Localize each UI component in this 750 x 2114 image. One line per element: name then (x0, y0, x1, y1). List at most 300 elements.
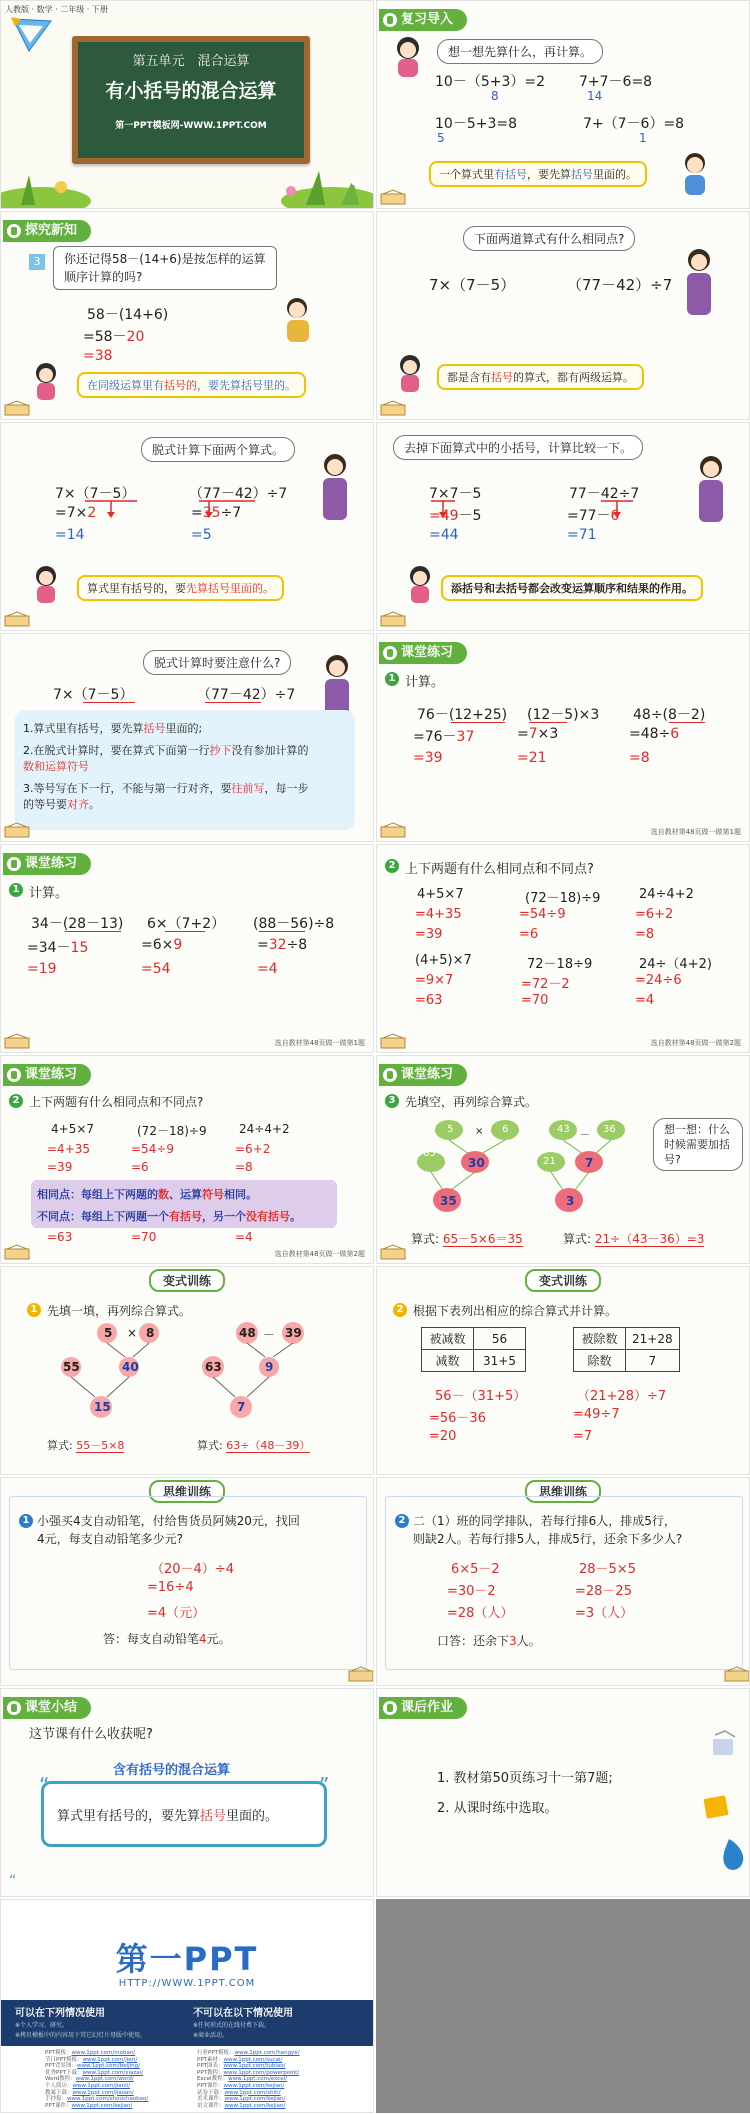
summary-question: 这节课有什么收获呢? (29, 1727, 153, 1742)
chalkboard (72, 36, 310, 164)
question-number: 2 (395, 1514, 409, 1528)
r1-b: =54÷9 (131, 1142, 175, 1156)
tree1-e: 15 (94, 1400, 111, 1414)
slide-variant-2 (376, 1266, 750, 1475)
ad-link[interactable]: www.1ppt.com/jianli/ (72, 2082, 131, 2089)
calc-1-line-3: =39 (413, 750, 443, 766)
calc-a-line-3: =44 (429, 527, 459, 543)
expr-4-step: 1 (639, 131, 647, 145)
question-number: 2 (393, 1303, 407, 1317)
books-icon (3, 1032, 31, 1050)
calc-1-line-1: 6×5－2 (451, 1562, 500, 1577)
rule-3-cont: 的等号要对齐。 (23, 798, 100, 811)
calc-line-3: =4（元） (147, 1606, 206, 1621)
question-label: 计算。 (405, 675, 445, 690)
slide-thinking-2 (376, 1477, 750, 1686)
tree2-op: － (263, 1328, 276, 1342)
rule-2-cont: 数和运算符号 (23, 760, 89, 773)
ad-link-row (45, 2050, 148, 2057)
question-number: 3 (29, 254, 45, 270)
tree1-c: 55 (63, 1360, 80, 1374)
slide-step-calc (0, 422, 374, 631)
ruler-icon (9, 15, 55, 55)
books-icon (379, 399, 407, 417)
ad-link-row (45, 2103, 148, 2110)
ad-links-right (197, 2050, 300, 2109)
tree2-b: 39 (285, 1326, 302, 1340)
r3-b: =70 (131, 1230, 157, 1244)
underline-mark (669, 722, 705, 723)
books-icon (379, 610, 407, 628)
slide-practice-1a (376, 633, 750, 842)
r1-c: =6+2 (235, 1142, 271, 1156)
tree2-c: 21 (543, 1156, 556, 1167)
tree1-op: × (127, 1326, 138, 1340)
section-tag: 复习导入 (379, 9, 467, 31)
slide-practice-3 (376, 1055, 750, 1264)
ad-link-row (197, 2050, 300, 2057)
ad-link-label: 优秀PPT下载： (45, 2069, 83, 2076)
tree1-op: × (475, 1126, 484, 1137)
top-a-2: =4+35 (415, 907, 462, 922)
tree2-e: 3 (566, 1194, 575, 1208)
formula-2: 算式: 63÷（48－39） (197, 1439, 311, 1452)
ad-link-label: 试卷下载： (197, 2089, 225, 2096)
calc-1-line-3: =28（人） (447, 1606, 514, 1621)
tree2-d: 9 (265, 1360, 274, 1374)
tree1-b: 8 (146, 1326, 155, 1340)
slide-homework (376, 1688, 750, 1897)
section-tag: 探究新知 (3, 220, 91, 242)
ad-link-label: 教案下载： (45, 2089, 73, 2096)
section-tag: 变式训练 (525, 1269, 601, 1292)
expr-2: （77－42）÷7 (567, 276, 673, 294)
expr-1: 7×（7－5） (53, 687, 134, 703)
ad-link[interactable]: www.1ppt.com/kejian/ (224, 2102, 286, 2109)
calc-a-line-1: 7×（7－5） (55, 486, 136, 502)
question-number: 2 (9, 1094, 23, 1108)
rule-1: 1.算式里有括号，要先算括号里面的; (23, 722, 203, 735)
books-icon (723, 1665, 750, 1683)
calc-2-line-2: =6×9 (141, 937, 183, 953)
question-label: 上下两题有什么相同点和不同点? (405, 862, 594, 877)
books-icon (379, 1032, 407, 1050)
slide-ad (0, 1899, 374, 2113)
section-tag: 课堂练习 (3, 853, 91, 875)
calc-1-line-1: 76－(12+25) (417, 707, 508, 723)
ad-link-row (45, 2096, 148, 2103)
table-2 (573, 1327, 680, 1372)
ad-link-row (45, 2083, 148, 2090)
ad-right-line-1: ※任何形式的在线付费下载。 (193, 2022, 271, 2029)
bottom-c-2: =24÷6 (635, 973, 682, 988)
r1-a: =4+35 (47, 1142, 91, 1156)
tree1-b: 5 (447, 1124, 454, 1135)
ad-left-line-2: ※拷贝模板中的内容用于其它幻灯片母版中使用。 (15, 2032, 147, 2039)
calc-1-line-3: =20 (429, 1429, 457, 1444)
number-tree-2 (535, 1112, 655, 1222)
question-bubble: 去掉下面算式中的小括号，计算比较一下。 (393, 435, 643, 460)
bottom-b-1: 72－18÷9 (527, 957, 593, 972)
question-bubble: 脱式计算时要注意什么? (143, 650, 291, 675)
table-row: 减数 31+5 (422, 1350, 526, 1372)
calc-1-line-1: 34－(28－13) (31, 916, 124, 932)
formula-1: 算式: 65－5×6＝35 (411, 1232, 523, 1246)
r2-b: =6 (131, 1160, 149, 1174)
question-line-2: 则缺2人。若每行排5人，排成5行，还余下多少人? (413, 1532, 683, 1546)
source-note: 选自教材第48页做一做第1题 (650, 828, 741, 836)
top-b-1: (72－18)÷9 (137, 1124, 207, 1138)
ad-link-row (45, 2076, 148, 2083)
r2-c: =8 (235, 1160, 253, 1174)
calc-3-line-1: 48÷(8－2) (633, 707, 706, 723)
boy-icon (677, 151, 713, 197)
ad-right-line-2: ※商业活动。 (193, 2032, 229, 2039)
calc-3-line-3: =8 (629, 750, 650, 766)
question-line-2: 4元，每支自动铅笔多少元? (37, 1532, 184, 1546)
calc-a-line-3: =14 (55, 527, 85, 543)
slide-practice-2a (376, 844, 750, 1053)
source-note: 选自教材第48页做一做第2题 (650, 1039, 741, 1047)
cover-header: 人教版 · 数学 · 二年级 · 下册 (5, 5, 108, 14)
calc-a-line-1: 7×7－5 (429, 486, 482, 502)
calc-b-line-1: （77－42）÷7 (189, 486, 288, 502)
slide-compare (376, 211, 750, 420)
ad-link[interactable]: www.1ppt.com/powerpoint/ (223, 2069, 300, 2076)
calc-1-line-1: 56－（31+5） (435, 1389, 527, 1404)
section-tag: 变式训练 (149, 1269, 225, 1292)
formula-2: 算式: 21÷（43－36）=3 (563, 1232, 705, 1246)
tree1-a: 5 (104, 1326, 113, 1340)
underline-mark (259, 931, 305, 932)
expr-2-step: 14 (587, 89, 603, 103)
tree1-d: 40 (122, 1360, 139, 1374)
lesson-title: 有小括号的混合运算 (105, 80, 277, 102)
tree2-op: － (580, 1130, 590, 1141)
calc-1-line-3: =19 (27, 961, 57, 977)
boy-icon (277, 296, 317, 344)
ad-link[interactable]: www.1ppt.com/kejian/ (71, 2102, 133, 2109)
expr-2: 7+7－6=8 (579, 74, 653, 90)
section-tag: 课堂练习 (379, 642, 467, 664)
calc-2-line-1: 28－5×5 (579, 1562, 636, 1577)
r3-c: =4 (235, 1230, 253, 1244)
tree1-c: 6 (502, 1124, 509, 1135)
ad-link-label: 个人简历： (45, 2082, 73, 2089)
section-tag: 思维训练 (149, 1480, 225, 1503)
question-label: 上下两题有什么相同点和不同点? (29, 1095, 204, 1109)
calc-line-1: （20－4）÷4 (151, 1562, 234, 1577)
section-tag: 课后作业 (379, 1697, 467, 1719)
bottom-c-3: =4 (635, 993, 655, 1008)
calc-b-line-2: =35÷7 (191, 505, 242, 521)
expr-1: 7×（7－5） (429, 276, 516, 294)
hint-bubble: 想一想：什么时候需要加括号? (653, 1118, 743, 1171)
same-line: 相同点：每组上下两题的数、运算符号相同。 (37, 1188, 257, 1201)
question-bubble: 脱式计算下面两个算式。 (141, 437, 295, 462)
expr-4: 7+（7－6）=8 (583, 116, 685, 132)
question-number: 1 (27, 1303, 41, 1317)
ad-link[interactable]: www.1ppt.com/tubiao/ (223, 2063, 286, 2070)
underline-mark (451, 722, 505, 723)
ad-link[interactable]: www.1ppt.com/word/ (75, 2076, 134, 2083)
slide-thinking-1 (0, 1477, 374, 1686)
calc-1-line-2: =56－36 (429, 1411, 486, 1426)
source-note: 选自教材第48页做一做第1题 (274, 1039, 365, 1047)
tree2-a: 48 (239, 1326, 256, 1340)
calc-3-line-3: =4 (257, 961, 278, 977)
table-row: 被除数 21+28 (574, 1328, 680, 1350)
ad-link-row (197, 2103, 300, 2110)
slide-cover (0, 0, 374, 209)
ad-link[interactable]: www.1ppt.com/shiti/ (224, 2089, 281, 2096)
calc-line-2: =58－20 (83, 329, 145, 345)
calc-b-line-3: =5 (191, 527, 212, 543)
tree2-b: 36 (603, 1124, 616, 1135)
calc-line-3: =38 (83, 348, 113, 364)
top-c-3: =8 (635, 927, 655, 942)
ad-link-label: PPT课件： (197, 2082, 224, 2089)
top-b-3: =6 (519, 927, 539, 942)
rule-note: 在同级运算里有括号的，要先算括号里的。 (77, 372, 306, 398)
expr-1: 10－（5+3）=2 (435, 74, 545, 90)
slide-remove-brackets (376, 422, 750, 631)
underline-mark (205, 702, 261, 703)
tree1-a: 65 (423, 1148, 436, 1159)
ad-left-title: 可以在下列情况使用 (15, 2008, 105, 2019)
rule-note: 一个算式里有括号，要先算括号里面的。 (429, 161, 647, 187)
tree1-e: 35 (440, 1194, 457, 1208)
tree2-a: 43 (557, 1124, 570, 1135)
tree2-e: 7 (237, 1400, 246, 1414)
ad-link-row (45, 2063, 148, 2070)
ad-link-row (197, 2076, 300, 2083)
ad-link[interactable]: www.1ppt.com/kejian/ (223, 2082, 285, 2089)
r2-a: =39 (47, 1160, 73, 1174)
girl-icon (405, 565, 435, 605)
quote-close-icon: ” (319, 1773, 330, 1797)
rule-3: 3.等号写在下一行，不能与第一行对齐，要往前写，每一步 (23, 782, 309, 795)
top-b-2: =54÷9 (519, 907, 566, 922)
ad-link[interactable]: www.1ppt.com/beijing/ (77, 2063, 141, 2070)
teacher-icon (677, 248, 721, 318)
source-note: 选自教材第48页做一做第2题 (274, 1250, 365, 1258)
homework-item-2: 2. 从课时练中选取。 (437, 1801, 558, 1816)
ad-link[interactable]: www.1ppt.com/kejian/ (224, 2096, 286, 2103)
rule-note: 添括号和去括号都会改变运算顺序和结果的作用。 (441, 575, 703, 601)
question-bubble: 下面两道算式有什么相同点? (463, 226, 635, 251)
summary-title: 含有括号的混合运算 (113, 1763, 231, 1778)
quote-mark-icon: “ (9, 1873, 17, 1889)
underline-mark (65, 931, 121, 932)
ad-link-row (197, 2063, 300, 2070)
calc-2-line-3: =3（人） (575, 1606, 634, 1621)
bottom-a-3: =63 (415, 993, 443, 1008)
tree1-d: 30 (468, 1156, 485, 1170)
quote-open-icon: “ (39, 1773, 50, 1797)
calc-b-line-2: =77－6 (567, 508, 620, 524)
homework-item-1: 1. 教材第50页练习十一第7题; (437, 1771, 613, 1786)
answer: 答：每支自动铅笔4元。 (103, 1632, 231, 1646)
ad-link-label: PPT教程： (197, 2069, 224, 2076)
question-number: 1 (385, 672, 399, 686)
books-icon (3, 1243, 31, 1261)
ad-link[interactable]: www.1ppt.com/xiazai/ (82, 2069, 144, 2076)
ad-link-label: 语文课件： (197, 2102, 225, 2109)
diff-line: 不同点：每组上下两题一个有括号，另一个没有括号。 (37, 1210, 301, 1223)
teacher-icon (313, 453, 357, 523)
calc-1-line-2: =30－2 (447, 1584, 496, 1599)
girl-thinking-icon (391, 35, 425, 79)
stationery-icon (695, 1729, 745, 1879)
bottom-b-3: =70 (521, 993, 549, 1008)
ad-links-left (45, 2050, 148, 2109)
books-icon (379, 821, 407, 839)
ad-link-label: 手抄报： (45, 2096, 68, 2103)
ad-link[interactable]: www.1ppt.com/moban/ (71, 2050, 136, 2056)
teacher-icon (689, 455, 733, 525)
girl-icon (31, 565, 61, 605)
calc-2-line-3: =7 (573, 1429, 593, 1444)
underline-mark (165, 931, 205, 932)
question-number: 3 (385, 1094, 399, 1108)
calc-1-line-2: =76－37 (413, 729, 475, 745)
calc-2-line-2: =28－25 (575, 1584, 632, 1599)
question-label: 计算。 (29, 886, 69, 901)
ad-url: HTTP://WWW.1PPT.COM (118, 1978, 256, 1989)
ad-link-row (197, 2083, 300, 2090)
ad-link-row (197, 2096, 300, 2103)
ad-link-label: 美术课件： (197, 2096, 225, 2103)
summary-body: 算式里有括号的，要先算括号里面的。 (57, 1809, 279, 1824)
bottom-b-2: =72－2 (521, 977, 570, 992)
top-c-1: 24÷4+2 (639, 887, 694, 902)
calc-2-line-2: =7×3 (517, 726, 559, 742)
ad-right-title: 不可以在以下情况使用 (193, 2008, 293, 2019)
calc-line-2: =16÷4 (147, 1580, 194, 1595)
calc-b-line-3: =71 (567, 527, 597, 543)
question-line-1: 小强买4支自动铅笔，付给售货员阿姨20元，找回 (37, 1514, 300, 1528)
calc-3-line-1: (88－56)÷8 (253, 916, 335, 932)
top-c-1: 24÷4+2 (239, 1122, 290, 1136)
rule-note: 算式里有括号的，要先算括号里面的。 (77, 575, 284, 601)
calc-a-line-2: =7×2 (55, 505, 97, 521)
ad-link[interactable]: www.1ppt.com/excel/ (228, 2076, 288, 2083)
books-icon (3, 399, 31, 417)
calc-2-line-1: (12－5)×3 (527, 707, 600, 723)
top-c-2: =6+2 (635, 907, 674, 922)
tree2-c: 63 (205, 1360, 222, 1374)
ad-link-label: 节日PPT模板： (45, 2056, 83, 2063)
question-number: 1 (19, 1514, 33, 1528)
section-tag: 课堂小结 (3, 1697, 91, 1719)
grass-decoration (1, 161, 374, 209)
ad-link-label: Excel教程： (197, 2076, 229, 2083)
r3-a: =63 (47, 1230, 73, 1244)
question-label: 先填一填，再列综合算式。 (47, 1304, 192, 1318)
table-1 (421, 1327, 526, 1372)
slide-attention (0, 633, 374, 842)
girl-icon (31, 362, 61, 402)
calc-1-line-2: =34－15 (27, 940, 89, 956)
slide-explore (0, 211, 374, 420)
question-label: 根据下表列出相应的综合算式并计算。 (413, 1304, 618, 1318)
tree2-d: 7 (585, 1156, 594, 1170)
underline-mark (529, 722, 567, 723)
bottom-c-1: 24÷（4+2) (639, 957, 712, 972)
girl-icon (395, 354, 425, 394)
empty-area (376, 1899, 750, 2113)
books-icon (347, 1665, 374, 1683)
calc-a-line-2: =49－5 (429, 508, 482, 524)
bottom-a-1: (4+5)×7 (415, 953, 472, 968)
calc-line-1: 58－(14+6) (87, 307, 169, 323)
ad-link-label: PPT模板： (45, 2050, 72, 2056)
books-icon (3, 821, 31, 839)
calc-2-line-1: 6×（7+2） (147, 916, 226, 932)
answer: 口答：还余下3人。 (437, 1634, 541, 1648)
calc-3-line-2: =48÷6 (629, 726, 680, 742)
calc-2-line-2: =49÷7 (573, 1407, 620, 1422)
calc-3-line-2: =32÷8 (257, 937, 308, 953)
books-icon (379, 188, 407, 206)
expr-2: （77－42）÷7 (197, 687, 296, 703)
top-a-3: =39 (415, 927, 443, 942)
calc-b-line-1: 77－42÷7 (569, 486, 640, 502)
ad-left-line-1: ※个人学习、研究。 (15, 2022, 69, 2029)
expr-1-step: 8 (491, 89, 499, 103)
books-icon (379, 1243, 407, 1261)
calc-2-line-1: （21+28）÷7 (577, 1389, 667, 1404)
slide-variant-1 (0, 1266, 374, 1475)
question-bubble: 你还记得58－(14+6)是按怎样的运算 顺序计算的吗? (53, 246, 277, 290)
slide-review (376, 0, 750, 209)
rule-2: 2.在脱式计算时，要在算式下面第一行抄下没有参加计算的 (23, 744, 309, 757)
ad-link[interactable]: www.1ppt.com/sucai/ (223, 2056, 283, 2063)
ad-link-label: PPT素材： (197, 2056, 224, 2063)
slide-practice-2b (0, 1055, 374, 1264)
question-number: 2 (385, 859, 399, 873)
ad-link[interactable]: www.1ppt.com/hangye/ (234, 2050, 300, 2056)
question-number: 1 (9, 883, 23, 897)
section-tag: 课堂练习 (3, 1064, 91, 1086)
formula-1: 算式: 55－5×8 (47, 1439, 125, 1452)
ad-link[interactable]: www.1ppt.com/jieri/ (82, 2056, 138, 2063)
ad-link[interactable]: www.1ppt.com/shouchaobao/ (67, 2096, 149, 2103)
prompt-bubble: 想一想先算什么，再计算。 (437, 39, 603, 64)
bottom-a-2: =9×7 (415, 973, 454, 988)
top-a-1: 4+5×7 (417, 887, 464, 902)
ad-link-label: Word教程： (45, 2076, 76, 2083)
ad-link[interactable]: www.1ppt.com/jiaoan/ (72, 2089, 134, 2096)
section-tag: 思维训练 (525, 1480, 601, 1503)
ad-link-label: 行业PPT模板： (197, 2050, 235, 2056)
rule-note: 都是含有括号的算式，都有两级运算。 (437, 364, 644, 390)
site-label: 第一PPT模板网-WWW.1PPT.COM (115, 121, 267, 131)
top-a-1: 4+5×7 (51, 1122, 95, 1136)
question-line-1: 二（1）班的同学排队，若每行排6人，排成5行， (413, 1514, 676, 1528)
books-icon (3, 610, 31, 628)
expr-3-step: 5 (437, 131, 445, 145)
slide-practice-1b (0, 844, 374, 1053)
ad-link-label: PPT课件： (45, 2102, 72, 2109)
question-label: 先填空，再列综合算式。 (405, 1095, 538, 1109)
calc-2-line-3: =54 (141, 961, 171, 977)
ad-link-label: PPT背景图： (45, 2063, 77, 2070)
ad-link-label: PPT图表： (197, 2063, 224, 2070)
unit-label: 第五单元 混合运算 (132, 54, 250, 69)
top-b-1: (72－18)÷9 (525, 891, 601, 906)
